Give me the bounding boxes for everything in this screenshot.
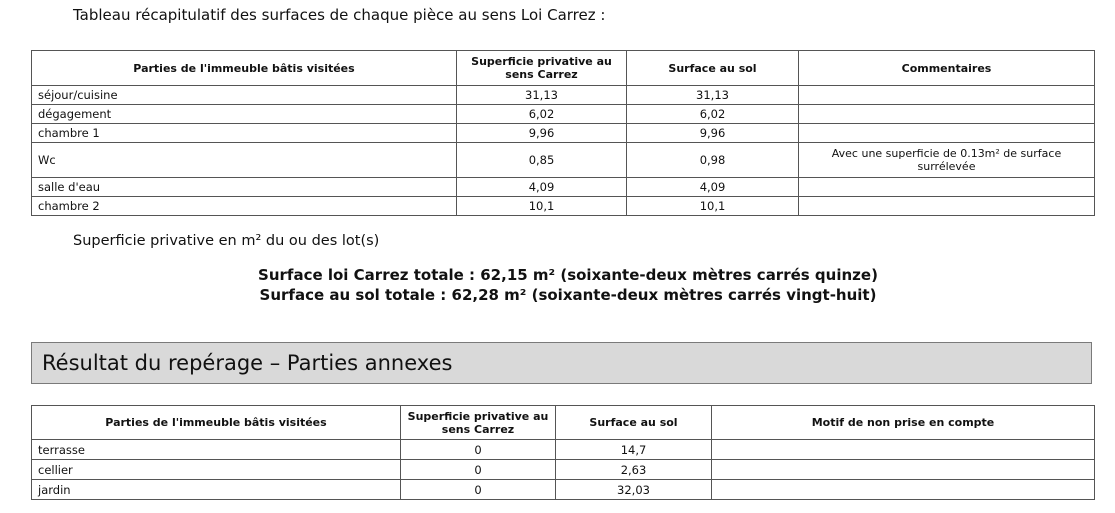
column-header-motif: Motif de non prise en compte — [712, 406, 1095, 440]
cell-carrez: 6,02 — [457, 105, 627, 124]
cell-piece: chambre 2 — [32, 197, 457, 216]
column-header-carrez: Superficie privative au sens Carrez — [457, 51, 627, 86]
intro-text: Tableau récapitulatif des surfaces de chaque pièce au sens Loi Carrez : — [73, 6, 606, 24]
cell-sol: 2,63 — [556, 460, 712, 480]
cell-piece: chambre 1 — [32, 124, 457, 143]
cell-piece: salle d'eau — [32, 178, 457, 197]
section-title: Résultat du repérage – Parties annexes — [31, 342, 1092, 384]
table-row — [32, 178, 1095, 197]
cell-piece: terrasse — [32, 440, 401, 460]
cell-carrez: 0 — [401, 480, 556, 500]
cell-sol: 4,09 — [627, 178, 799, 197]
cell-piece: dégagement — [32, 105, 457, 124]
carrez-surface-table — [31, 50, 1095, 216]
cell-comment — [799, 197, 1095, 216]
cell-piece: séjour/cuisine — [32, 86, 457, 105]
table-row — [32, 480, 1095, 500]
total-sol: Surface au sol totale : 62,28 m² (soixante-deux mètres carrés vingt-huit) — [259, 286, 877, 304]
cell-comment — [799, 124, 1095, 143]
annexes-surface-table — [31, 405, 1095, 500]
cell-comment — [799, 86, 1095, 105]
table-row — [32, 440, 1095, 460]
cell-motif — [712, 460, 1095, 480]
cell-carrez: 0,85 — [457, 143, 627, 178]
cell-motif — [712, 480, 1095, 500]
table-header-row — [32, 406, 1095, 440]
cell-comment — [799, 178, 1095, 197]
cell-carrez: 4,09 — [457, 178, 627, 197]
cell-carrez: 10,1 — [457, 197, 627, 216]
cell-comment — [799, 105, 1095, 124]
table-row — [32, 460, 1095, 480]
column-header-carrez: Superficie privative au sens Carrez — [401, 406, 556, 440]
cell-piece: cellier — [32, 460, 401, 480]
cell-sol: 6,02 — [627, 105, 799, 124]
cell-sol: 32,03 — [556, 480, 712, 500]
cell-carrez: 31,13 — [457, 86, 627, 105]
totals-block — [0, 265, 1115, 305]
column-header-piece: Parties de l'immeuble bâtis visitées — [32, 51, 457, 86]
column-header-sol: Surface au sol — [627, 51, 799, 86]
cell-comment: Avec une superficie de 0.13m² de surface surrélevée — [799, 143, 1095, 178]
cell-sol: 0,98 — [627, 143, 799, 178]
table-row — [32, 143, 1095, 178]
table-header-row — [32, 51, 1095, 86]
cell-piece: Wc — [32, 143, 457, 178]
total-carrez: Surface loi Carrez totale : 62,15 m² (soixante-deux mètres carrés quinze) — [258, 266, 878, 284]
cell-sol: 14,7 — [556, 440, 712, 460]
table-row — [32, 105, 1095, 124]
cell-sol: 31,13 — [627, 86, 799, 105]
column-header-sol: Surface au sol — [556, 406, 712, 440]
cell-sol: 10,1 — [627, 197, 799, 216]
cell-carrez: 0 — [401, 440, 556, 460]
table-row — [32, 86, 1095, 105]
table-row — [32, 124, 1095, 143]
cell-piece: jardin — [32, 480, 401, 500]
table-row — [32, 197, 1095, 216]
summary-label: Superficie privative en m² du ou des lot(s) — [73, 233, 380, 249]
cell-sol: 9,96 — [627, 124, 799, 143]
cell-motif — [712, 440, 1095, 460]
column-header-piece: Parties de l'immeuble bâtis visitées — [32, 406, 401, 440]
cell-carrez: 0 — [401, 460, 556, 480]
column-header-comment: Commentaires — [799, 51, 1095, 86]
cell-carrez: 9,96 — [457, 124, 627, 143]
